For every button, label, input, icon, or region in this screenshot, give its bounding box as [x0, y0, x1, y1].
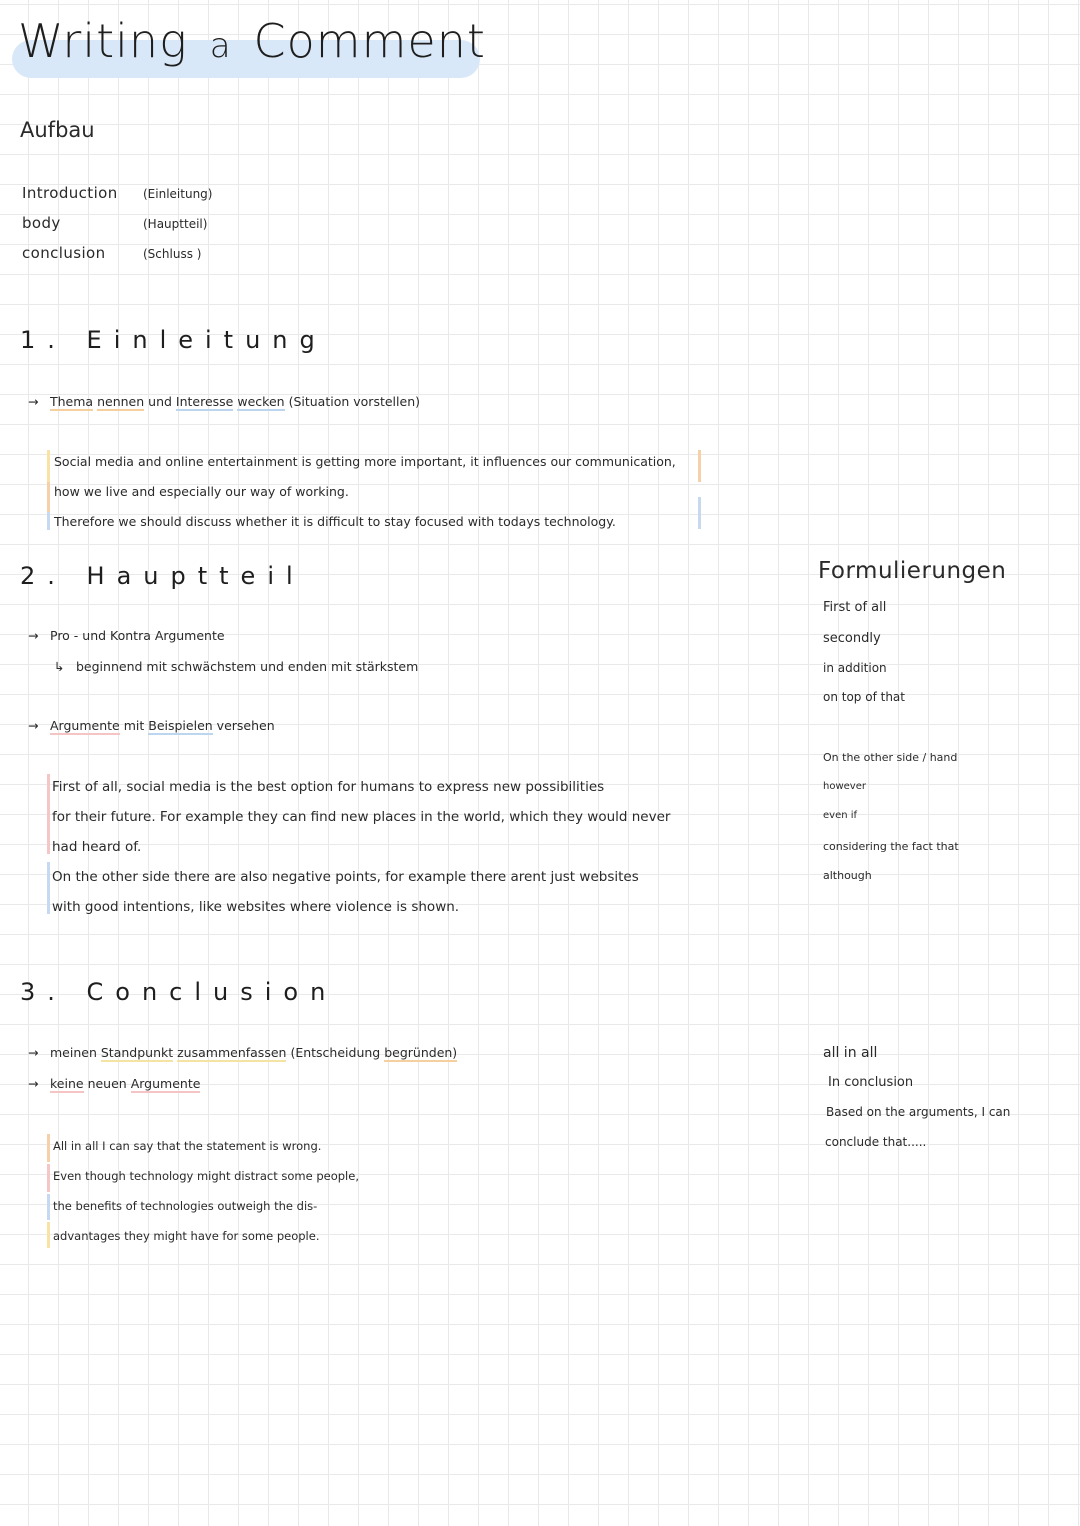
highlight-bar-pink-3: [47, 1164, 50, 1192]
bullet-word: und: [148, 394, 172, 409]
section-heading-hauptteil: 2. Hauptteil: [20, 562, 305, 590]
bullet-word: Argumente: [50, 718, 120, 733]
highlight-bar-yellow: [47, 450, 50, 482]
phrase: First of all: [823, 600, 887, 615]
bullet-keine-neuen: [28, 1076, 200, 1091]
bullet-word: Interesse: [175, 394, 234, 409]
phrase: Based on the arguments, I can: [826, 1105, 1011, 1119]
example-line: with good intentions, like websites where violence is shown.: [52, 899, 460, 915]
section-heading-conclusion: 3. Conclusion: [20, 978, 338, 1006]
phrase: however: [823, 781, 866, 792]
phrase: conclude that.....: [825, 1135, 927, 1149]
section-heading-einleitung: 1. Einleitung: [20, 326, 327, 354]
structure-hauptteil: (Hauptteil): [143, 217, 208, 231]
einleitung-example: [54, 447, 676, 537]
arrow-icon: →: [28, 1045, 39, 1060]
sub-bullet-beginnend: [54, 659, 418, 674]
example-line: Therefore we should discuss whether it is difficult to stay focused with todays technology.: [54, 514, 616, 529]
bullet-text: beginnend mit schwächstem und enden mit stärkstem: [76, 659, 419, 674]
example-line: Social media and online entertainment is getting more important, it influences our communication,: [54, 454, 676, 469]
highlight-bar-blue-3: [47, 1194, 50, 1220]
bullet-word: Standpunkt: [100, 1045, 174, 1060]
bullet-word: zusammenfassen: [177, 1045, 287, 1060]
highlight-bar-pink: [47, 774, 50, 854]
bullet-word: keine: [50, 1076, 84, 1091]
bullet-text: Pro - und Kontra Argumente: [50, 628, 225, 643]
phrase: considering the fact that: [823, 840, 959, 853]
highlight-bar-orange-3: [47, 1134, 50, 1162]
bullet-word: (Situation: [288, 394, 350, 409]
highlight-bar-orange-right: [698, 450, 701, 482]
structure-conclusion: conclusion: [22, 244, 106, 262]
hauptteil-example: [52, 772, 670, 922]
conclusion-example: [53, 1131, 359, 1251]
example-line: advantages they might have for some people.: [53, 1229, 320, 1243]
example-line: for their future. For example they can find new places in the world, which they would never: [52, 809, 671, 825]
phrase: in addition: [823, 661, 887, 675]
highlight-bar-blue-right: [698, 497, 701, 529]
arrow-icon: →: [28, 628, 39, 643]
bullet-thema-nennen: [28, 394, 420, 409]
phrase: on top of that: [823, 690, 905, 704]
bullet-word: begründen): [384, 1045, 458, 1060]
sub-arrow-icon: ↳: [54, 659, 65, 674]
structure-schluss: (Schluss ): [143, 247, 202, 261]
phrase: On the other side / hand: [823, 751, 958, 764]
bullet-word: wecken: [237, 394, 285, 409]
highlight-bar-blue: [47, 512, 50, 530]
bullet-word: mit: [123, 718, 145, 733]
phrase: although: [823, 869, 872, 882]
phrase: secondly: [823, 631, 881, 646]
arrow-icon: →: [28, 1076, 39, 1091]
aufbau-label: Aufbau: [20, 118, 95, 142]
highlight-bar-orange: [47, 482, 50, 512]
title-word-comment: Comment: [253, 14, 486, 68]
example-line: had heard of.: [52, 839, 142, 855]
arrow-icon: →: [28, 394, 39, 409]
structure-introduction: Introduction: [22, 184, 118, 202]
phrase: even if: [823, 810, 858, 821]
bullet-standpunkt: [28, 1045, 457, 1060]
title-word-a: a: [209, 26, 232, 66]
example-line: On the other side there are also negative points, for example there arent just websites: [52, 869, 639, 885]
formulierungen-title: Formulierungen: [818, 558, 1007, 584]
structure-einleitung: (Einleitung): [143, 187, 213, 201]
bullet-word: Argumente: [130, 1076, 201, 1091]
bullet-word: neuen: [87, 1076, 127, 1091]
structure-body: body: [22, 214, 61, 232]
bullet-word: versehen: [216, 718, 275, 733]
bullet-word: Thema: [50, 394, 94, 409]
example-line: the benefits of technologies outweigh the dis-: [53, 1199, 318, 1213]
phrase: In conclusion: [828, 1075, 914, 1090]
highlight-bar-blue-2: [47, 862, 50, 914]
example-line: Even though technology might distract some people,: [53, 1169, 359, 1183]
example-line: All in all I can say that the statement is wrong.: [53, 1139, 322, 1153]
highlight-bar-yellow-3: [47, 1222, 50, 1248]
bullet-word: Beispielen: [148, 718, 213, 733]
bullet-word: nennen: [97, 394, 145, 409]
example-line: how we live and especially our way of working.: [54, 484, 349, 499]
bullet-word: (Entscheidung: [290, 1045, 381, 1060]
arrow-icon: →: [28, 718, 39, 733]
phrase: all in all: [823, 1045, 878, 1061]
bullet-argumente-beispielen: [28, 718, 275, 733]
bullet-pro-kontra: [28, 628, 225, 643]
example-line: First of all, social media is the best option for humans to express new possibilities: [52, 779, 605, 795]
page-title: [18, 14, 486, 68]
bullet-word: meinen: [50, 1045, 97, 1060]
bullet-word: vorstellen): [353, 394, 420, 409]
title-word-writing: Writing: [18, 14, 188, 68]
